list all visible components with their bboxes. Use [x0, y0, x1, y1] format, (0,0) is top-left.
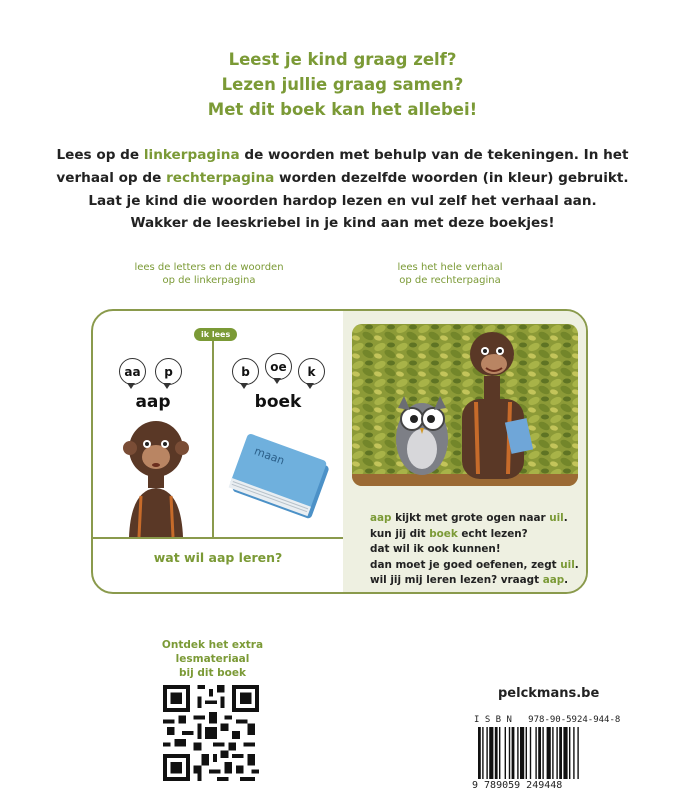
tagline-1: Leest je kind graag zelf? — [228, 50, 457, 69]
question-divider — [93, 537, 343, 539]
letter-bubble: oe — [265, 353, 292, 380]
book-icon — [221, 431, 331, 523]
highlight-rechterpagina: rechterpagina — [166, 170, 275, 186]
caption-left: lees de letters en de woorden op de linkerpagina — [134, 262, 284, 286]
story-illustration — [352, 324, 578, 486]
isbn-text: I S B N 978-90-5924-944-8 — [474, 715, 621, 725]
story-line-2: kun jij dit boek echt lezen? — [370, 527, 528, 540]
letter-bubble: b — [232, 358, 259, 385]
qr-code-icon[interactable] — [163, 685, 259, 781]
monkey-icon — [121, 414, 191, 537]
word-aap: aap — [135, 392, 171, 412]
intro-line-1: Lees op de linkerpagina de woorden met behulp van de tekeningen. In het — [56, 147, 629, 163]
story-line-4: dan moet je goed oefenen, zegt uil. — [370, 558, 579, 571]
barcode-digits: 9 789059 249448 — [472, 780, 563, 791]
story-line-5: wil jij mij leren lezen? vraagt aap. — [370, 574, 569, 587]
publisher-url[interactable]: pelckmans.be — [498, 686, 600, 701]
right-page — [343, 311, 588, 594]
story-line-1: aap kijkt met grote ogen naar uil. — [370, 512, 568, 524]
letter-bubble: aa — [119, 358, 146, 385]
owl-figure — [396, 396, 448, 475]
intro-line-2: verhaal op de rechterpagina worden dezelfde woorden (in kleur) gebruikt. — [56, 170, 629, 186]
story-line-3: dat wil ik ook kunnen! — [370, 543, 501, 556]
letter-bubble: k — [298, 358, 325, 385]
story-text — [370, 511, 585, 589]
highlight-linkerpagina: linkerpagina — [143, 147, 240, 163]
extra-material-text: Ontdek het extra lesmateriaal bij dit boek — [161, 639, 264, 679]
intro-line-4: Wakker de leeskriebel in je kind aan met deze boekjes! — [130, 215, 555, 231]
barcode-icon — [478, 727, 628, 781]
tagline-3: Met dit boek kan het allebei! — [207, 100, 478, 119]
word-divider — [212, 334, 214, 539]
tagline-2: Lezen jullie graag samen? — [221, 75, 464, 94]
caption-right: lees het hele verhaal op de rechterpagina — [397, 262, 503, 286]
intro-line-3: Laat je kind die woorden hardop lezen en vul zelf het verhaal aan. — [88, 193, 597, 209]
word-boek: boek — [254, 392, 302, 412]
book-spread — [91, 309, 588, 594]
book-title: maan — [252, 444, 287, 468]
letter-bubble: p — [155, 358, 182, 385]
ik-lees-label: ik lees — [194, 328, 237, 341]
question-text: wat wil aap leren? — [153, 550, 283, 565]
